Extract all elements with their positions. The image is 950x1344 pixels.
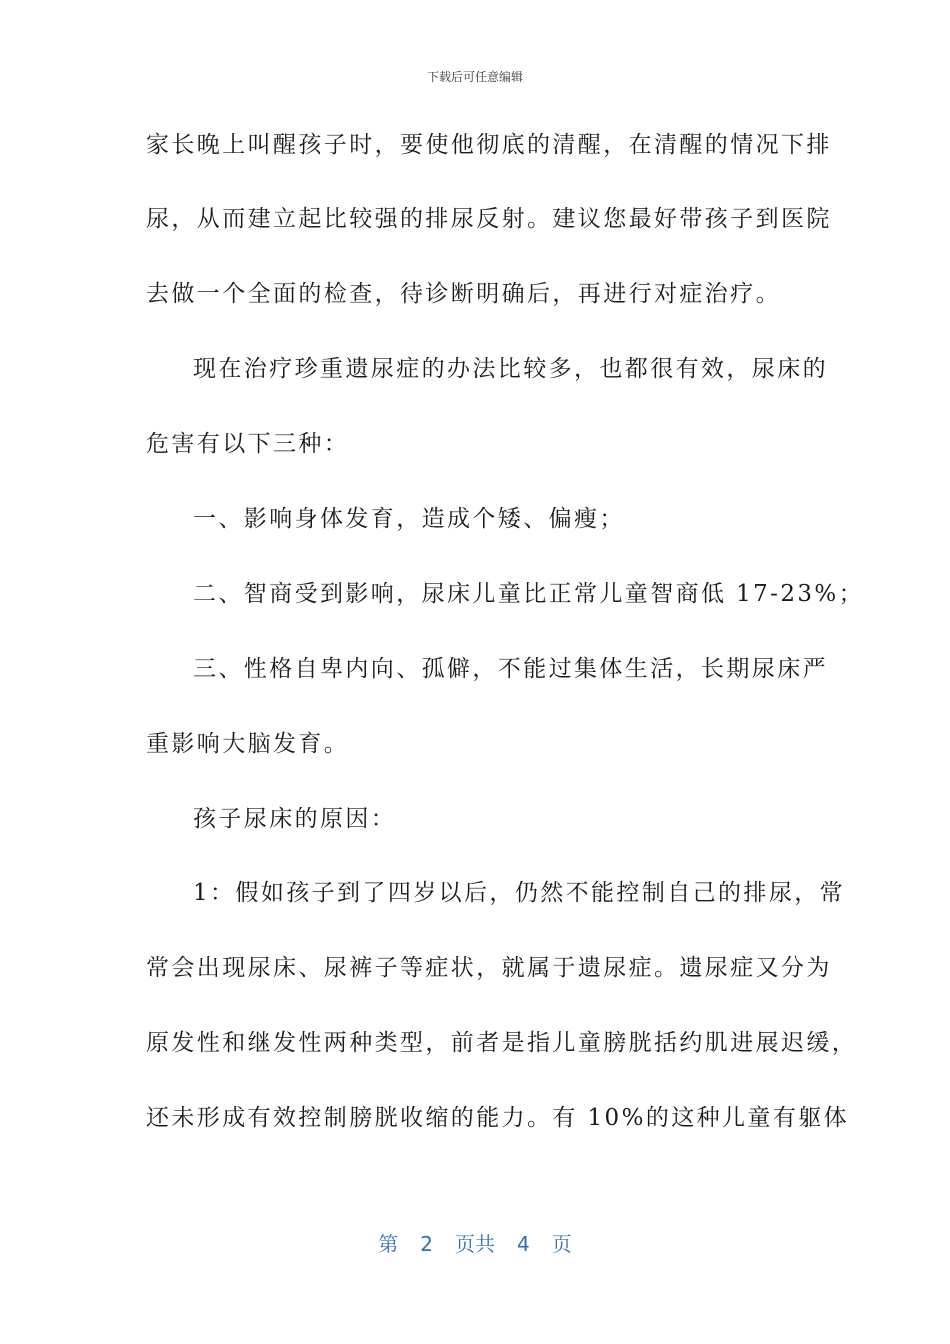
page-total: 4 — [517, 1232, 530, 1256]
body-line: 一、影响身体发育，造成个矮、偏瘦； — [193, 506, 625, 532]
body-line: 二、智商受到影响，尿床儿童比正常儿童智商低 17-23%； — [193, 581, 865, 607]
body-line: 家长晚上叫醒孩子时，要使他彻底的清醒，在清醒的情况下排 — [146, 132, 832, 158]
body-line: 危害有以下三种： — [146, 431, 350, 457]
body-line: 孩子尿床的原因： — [193, 806, 397, 832]
body-line: 原发性和继发性两种类型，前者是指儿童膀胱括约肌进展迟缓， — [146, 1030, 858, 1056]
body-line: 三、性格自卑内向、孤僻，不能过集体生活，长期尿床严 — [193, 656, 828, 682]
body-line: 尿，从而建立起比较强的排尿反射。建议您最好带孩子到医院 — [146, 206, 832, 232]
body-line: 1：假如孩子到了四岁以后，仍然不能控制自己的排尿，常 — [193, 880, 846, 906]
header-note: 下载后可任意编辑 — [426, 70, 523, 84]
body-line: 还未形成有效控制膀胱收缩的能力。有 10%的这种儿童有躯体 — [146, 1105, 850, 1131]
body-line: 去做一个全面的检查，待诊断明确后，再进行对症治疗。 — [146, 281, 781, 307]
body-line: 现在治疗珍重遗尿症的办法比较多，也都很有效，尿床的 — [193, 356, 828, 382]
body-line: 常会出现尿床、尿裤子等症状，就属于遗尿症。遗尿症又分为 — [146, 955, 832, 981]
body-line: 重影响大脑发育。 — [146, 731, 350, 757]
page-suffix: 页 — [551, 1232, 572, 1256]
page-current: 2 — [420, 1232, 433, 1256]
page-footer — [0, 1228, 950, 1257]
page-prefix: 第 — [378, 1232, 399, 1256]
page-middle: 页共 — [455, 1232, 495, 1256]
